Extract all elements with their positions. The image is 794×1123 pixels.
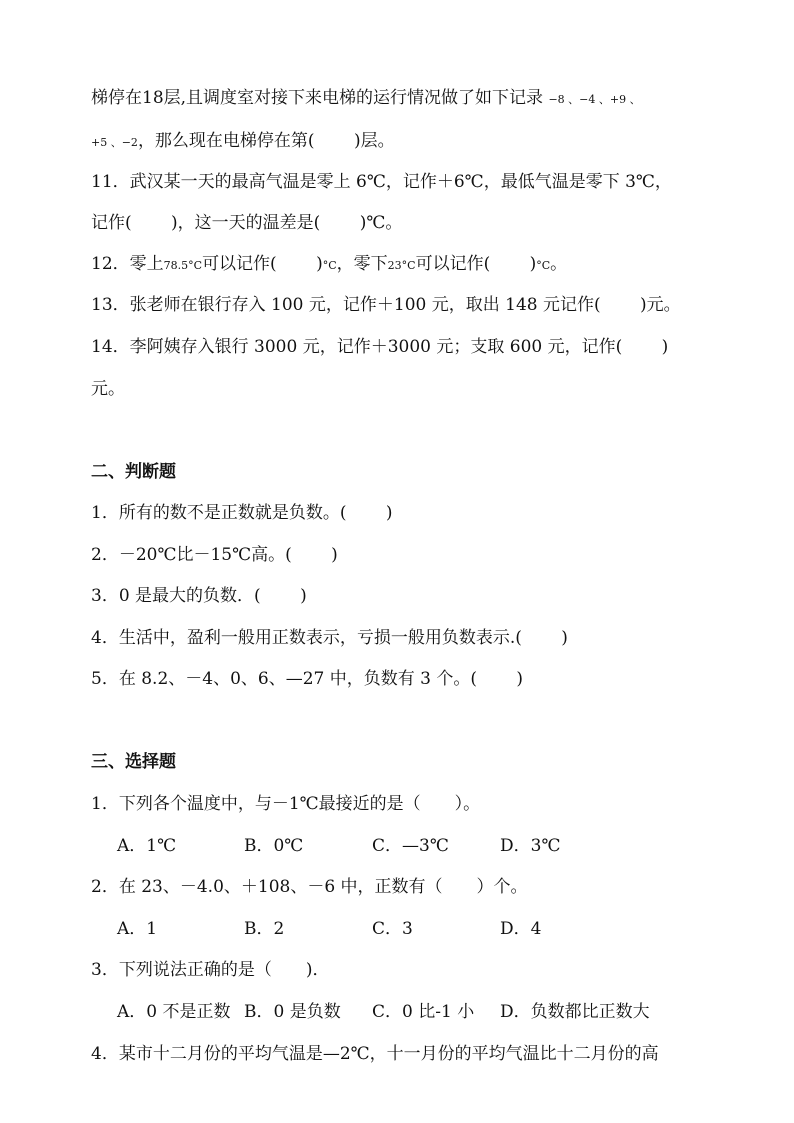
q12-text-c: ，零下 — [336, 254, 388, 274]
choice-q2: 2．在 23、－4.0、＋108、－6 中，正数有（ ）个。 — [91, 877, 528, 897]
q14-line-1: 14．李阿姨存入银行 3000 元，记作＋3000 元；支取 600 元，记作( ) — [91, 337, 669, 357]
q13-line: 13．张老师在银行存入 100 元，记作＋100 元，取出 148 元记作( )元。 — [91, 295, 681, 315]
q12-unit-1: °C — [322, 259, 337, 272]
choice-q1-option-b: B．0℃ — [244, 836, 304, 856]
section-2-heading: 二、判断题 — [91, 462, 176, 482]
choice-q1-option-a: A．1℃ — [117, 836, 177, 856]
choice-q3-option-d: D．负数都比正数大 — [500, 1002, 650, 1022]
q12-text-b: 可以记作( ) — [202, 254, 323, 274]
q10-line-1 — [91, 86, 714, 112]
q10-record-values-cont: +5 、−2 — [91, 136, 138, 149]
choice-q3-option-b: B．0 是负数 — [244, 1002, 341, 1022]
judge-q1: 1．所有的数不是正数就是负数。( ) — [91, 503, 393, 523]
choice-q2-option-a: A．1 — [117, 919, 158, 939]
q10-record-values: −8 、−4 、+9 、 — [548, 93, 641, 106]
q12-text-e: 。 — [550, 254, 568, 274]
q11-line-2: 记作( )，这一天的温差是( )℃。 — [91, 213, 403, 233]
choice-q2-option-d: D．4 — [500, 919, 542, 939]
choice-q1-option-d: D．3℃ — [500, 836, 561, 856]
q12-line — [91, 252, 714, 278]
choice-q1-option-c: C．—3℃ — [372, 836, 449, 856]
choice-q1: 1．下列各个温度中，与－1℃最接近的是（ ）。 — [91, 794, 481, 814]
section-3-heading: 三、选择题 — [91, 752, 176, 772]
q12-text-d: 可以记作( ) — [415, 254, 537, 274]
choice-q2-option-b: B．2 — [244, 919, 285, 939]
choice-q3-option-a: A．0 不是正数 — [117, 1002, 231, 1022]
q10-line-2 — [91, 129, 714, 155]
choice-q3-option-c: C．0 比-1 小 — [372, 1002, 475, 1022]
choice-q4: 4．某市十二月份的平均气温是—2℃，十一月份的平均气温比十二月份的高 — [91, 1044, 659, 1064]
choice-q3: 3．下列说法正确的是（ )． — [91, 960, 330, 980]
judge-q5: 5．在 8.2、－4、0、6、—27 中，负数有 3 个。( ) — [91, 669, 524, 689]
q10-text-cont: ，那么现在电梯停在第( )层。 — [137, 131, 395, 151]
judge-q3: 3．0 是最大的负数．( ) — [91, 586, 307, 606]
q11-line-1: 11．武汉某一天的最高气温是零上 6℃，记作＋6℃，最低气温是零下 3℃， — [91, 172, 672, 192]
q12-value-1: 78.5°C — [163, 259, 203, 272]
judge-q4: 4．生活中，盈利一般用正数表示，亏损一般用负数表示.( ) — [91, 628, 568, 648]
q10-text: 梯停在18层,且调度室对接下来电梯的运行情况做了如下记录 — [91, 88, 544, 108]
q12-text-a: 12．零上 — [91, 254, 164, 274]
judge-q2: 2．－20℃比－15℃高。( ) — [91, 545, 338, 565]
q14-line-2: 元。 — [91, 379, 125, 399]
q12-value-2: 23°C — [387, 259, 416, 272]
choice-q2-option-c: C．3 — [372, 919, 413, 939]
q12-unit-2: °C — [536, 259, 551, 272]
